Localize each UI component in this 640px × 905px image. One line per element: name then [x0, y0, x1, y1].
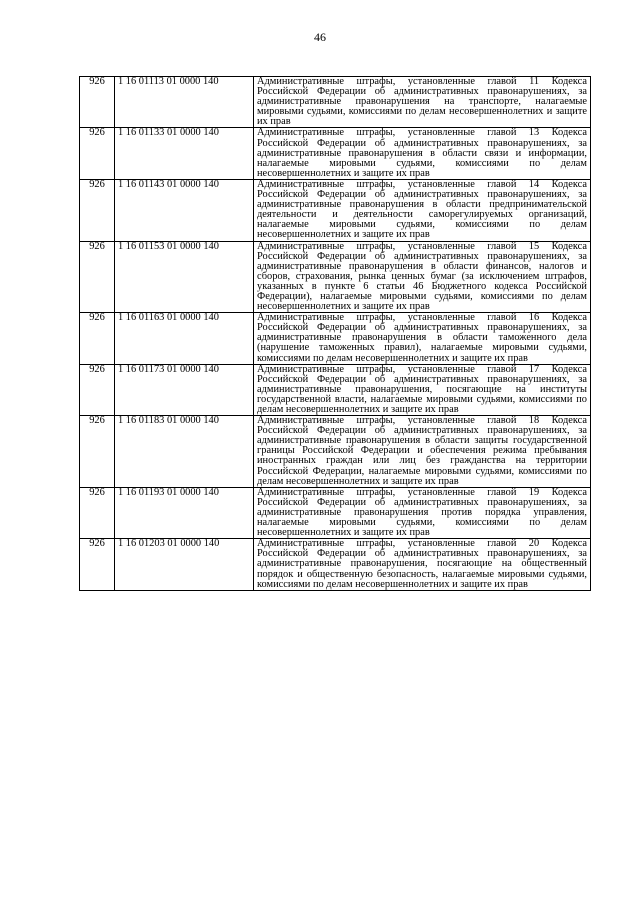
description-cell: Административные штрафы, установленные главой 13 Кодекса Российской Федерации об административных правонарушениях, за административные правонарушения в области связи и информации, налагаемые мировыми судьями, комиссиями по делам несовершеннолетних и защите их прав [254, 128, 591, 179]
admin-code-cell: 926 [80, 416, 115, 488]
description-cell: Административные штрафы, установленные главой 14 Кодекса Российской Федерации об административных правонарушениях, за административные правонарушения в области предпринимательской деятельности и деятельности саморегулируемых организаций, налагаемые мировыми судьями, комиссиями по делам несовершеннолетних и защите их прав [254, 179, 591, 241]
table-row [80, 364, 591, 415]
description-cell: Административные штрафы, установленные главой 16 Кодекса Российской Федерации об административных правонарушениях, за административные правонарушения в области таможенного дела (нарушение таможенных правил), налагаемые мировыми судьями, комиссиями по делам несовершеннолетних и защите их прав [254, 313, 591, 364]
admin-code-cell: 926 [80, 539, 115, 590]
table-row [80, 179, 591, 241]
admin-code-cell: 926 [80, 487, 115, 538]
budget-code-cell: 1 16 01173 01 0000 140 [115, 364, 254, 415]
admin-code-cell: 926 [80, 364, 115, 415]
table-row [80, 416, 591, 488]
budget-code-cell: 1 16 01163 01 0000 140 [115, 313, 254, 364]
description-cell: Административные штрафы, установленные главой 17 Кодекса Российской Федерации об административных правонарушениях, за административные правонарушения, посягающие на институты государственной власти, налагаемые мировыми судьями, комиссиями по делам несовершеннолетних и защите их прав [254, 364, 591, 415]
table-row [80, 77, 591, 128]
description-cell: Административные штрафы, установленные главой 19 Кодекса Российской Федерации об административных правонарушениях, за административные правонарушения против порядка управления, налагаемые мировыми судьями, комиссиями по делам несовершеннолетних и защите их прав [254, 487, 591, 538]
budget-code-cell: 1 16 01203 01 0000 140 [115, 539, 254, 590]
budget-code-cell: 1 16 01193 01 0000 140 [115, 487, 254, 538]
description-cell: Административные штрафы, установленные главой 18 Кодекса Российской Федерации об административных правонарушениях, за административные правонарушения в области защиты государственной границы Российской Федерации и обеспечения режима пребывания иностранных граждан или лиц без гражданства на территории Российской Федерации, налагаемые мировыми судьями, комиссиями по делам несовершеннолетних и защите их прав [254, 416, 591, 488]
admin-code-cell: 926 [80, 313, 115, 364]
budget-code-cell: 1 16 01153 01 0000 140 [115, 241, 254, 313]
budget-code-cell: 1 16 01183 01 0000 140 [115, 416, 254, 488]
admin-code-cell: 926 [80, 128, 115, 179]
table-row [80, 539, 591, 590]
budget-codes-table [79, 76, 591, 591]
budget-code-cell: 1 16 01113 01 0000 140 [115, 77, 254, 128]
admin-code-cell: 926 [80, 179, 115, 241]
table-row [80, 487, 591, 538]
table-row [80, 241, 591, 313]
budget-code-cell: 1 16 01143 01 0000 140 [115, 179, 254, 241]
table-row [80, 128, 591, 179]
admin-code-cell: 926 [80, 77, 115, 128]
table-row [80, 313, 591, 364]
admin-code-cell: 926 [80, 241, 115, 313]
description-cell: Административные штрафы, установленные главой 11 Кодекса Российской Федерации об административных правонарушениях, за административные правонарушения на транспорте, налагаемые мировыми судьями, комиссиями по делам несовершеннолетних и защите их прав [254, 77, 591, 128]
page-number: 46 [314, 30, 326, 44]
description-cell: Административные штрафы, установленные главой 20 Кодекса Российской Федерации об административных правонарушениях, за административные правонарушения, посягающие на общественный порядок и общественную безопасность, налагаемые мировыми судьями, комиссиями по делам несовершеннолетних и защите их прав [254, 539, 591, 590]
budget-code-cell: 1 16 01133 01 0000 140 [115, 128, 254, 179]
description-cell: Административные штрафы, установленные главой 15 Кодекса Российской Федерации об административных правонарушениях, за административные правонарушения в области финансов, налогов и сборов, страхования, рынка ценных бумаг (за исключением штрафов, указанных в пункте 6 статьи 46 Бюджетного кодекса Российской Федерации), налагаемые мировыми судьями, комиссиями по делам несовершеннолетних и защите их прав [254, 241, 591, 313]
